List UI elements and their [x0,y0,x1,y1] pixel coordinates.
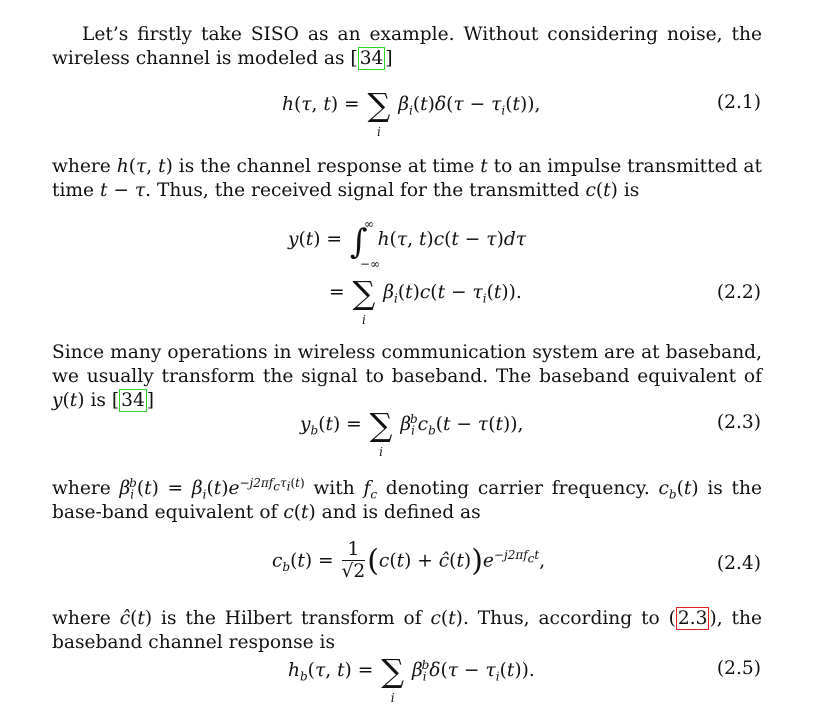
paragraph-5-text: . Thus, according to ( [462,608,676,629]
paragraph-5-text: ), the baseband channel response is [52,608,763,653]
citation-link[interactable]: 34 [359,48,384,69]
paragraph-4-text: denoting carrier frequency. [377,478,659,499]
paragraph-4-text: where [52,478,120,499]
equation-2-3 [0,406,813,459]
equation-reference-link[interactable]: 2.3 [677,608,708,629]
paragraph-2-text: to an impulse transmitted at time [52,156,762,201]
paragraph-1: Let’s firstly take SISO as an example. Without considering noise, the wireless channel is modeled as [ 34 ] [52,24,762,69]
paragraph-4: where $\beta_i^b(t) = \beta_i(t)e^{-j2\pi f_c\tau_i(t)}$ with $f_c$ denoting carrier frequency. $c_b(t)$ is the base-band equivalent of c(t) and is defined as [52,475,762,523]
equation-2-5 [0,652,813,705]
equation-2-4 [0,540,813,590]
equation-number: (2.2) [716,282,761,303]
equation-2-2-line-1: y(t) = ∫ ∞ −∞ h(τ, t)c(t − τ)dτ [288,217,527,271]
paragraph-5-text: where [52,608,120,629]
paragraph-4-text: with [304,478,364,499]
equation-number: (2.3) [716,412,761,433]
paragraph-5: where ĉ(t) is the Hilbert transform of c(t). Thus, according to ( 2.3 ), the baseband channel response is [52,608,763,653]
equation-2-2 [0,217,813,327]
paragraph-4-text: and is defined as [315,502,481,523]
paragraph-3-text: Since many operations in wireless communication system are at baseband, we usually transform the signal to baseband. The baseband equivalent of [52,342,762,387]
equation-2-4-body: $c_b(t)$ = $\frac{1}{√2}$ $(c(t) + ĉ(t))e^{-j2\pi f_ct}$, [272,539,546,582]
equation-2-1-body: h(τ, t) = ∑ i $\beta_i(t)\delta(\tau - \tau_i(t))$, [282,86,541,139]
citation-link[interactable]: 34 [121,390,145,411]
equation-2-1 [0,86,813,139]
fraction: $\frac{1}{√2}$ [341,539,366,582]
paragraph-5-text: is the Hilbert transform of [152,608,431,629]
paragraph-2-text: is [617,180,640,201]
paragraph-2: where h(τ, t) is the channel response at time t to an impulse transmitted at time t − τ. Thus, the received signal for the transmitted c(t) is [52,156,762,201]
equation-number: (2.1) [716,92,761,113]
paragraph-4-text: is the base-band equivalent of [52,478,762,523]
equation-2-2-line-2: = ∑ i $\beta_i(t)c(t - \tau_i(t))$. [329,274,522,327]
paragraph-1-text: Let’s firstly take SISO as an example. Without considering noise, the wireless channel is modeled as [52,24,762,69]
equation-number: (2.5) [716,658,761,679]
paragraph-2-text: where [52,156,117,177]
paragraph-2-text: is the channel response at time [172,156,481,177]
paragraph-2-text: . Thus, the received signal for the transmitted [145,180,586,201]
paragraph-3: Since many operations in wireless communication system are at baseband, we usually transform the signal to baseband. The baseband equivalent of y(t) is [ 34 ] [52,342,762,411]
equation-number: (2.4) [716,553,761,574]
equation-2-5-body: $h_b(\tau$, t) = ∑ i $\beta_i^b\delta(\tau - \tau_i(t))$. [288,652,535,705]
equation-2-3-body: $y_b(t)$ = ∑ i $\beta_i^bc_b(t - \tau(t))$, [300,406,524,459]
paragraph-3-text: is [84,390,112,411]
